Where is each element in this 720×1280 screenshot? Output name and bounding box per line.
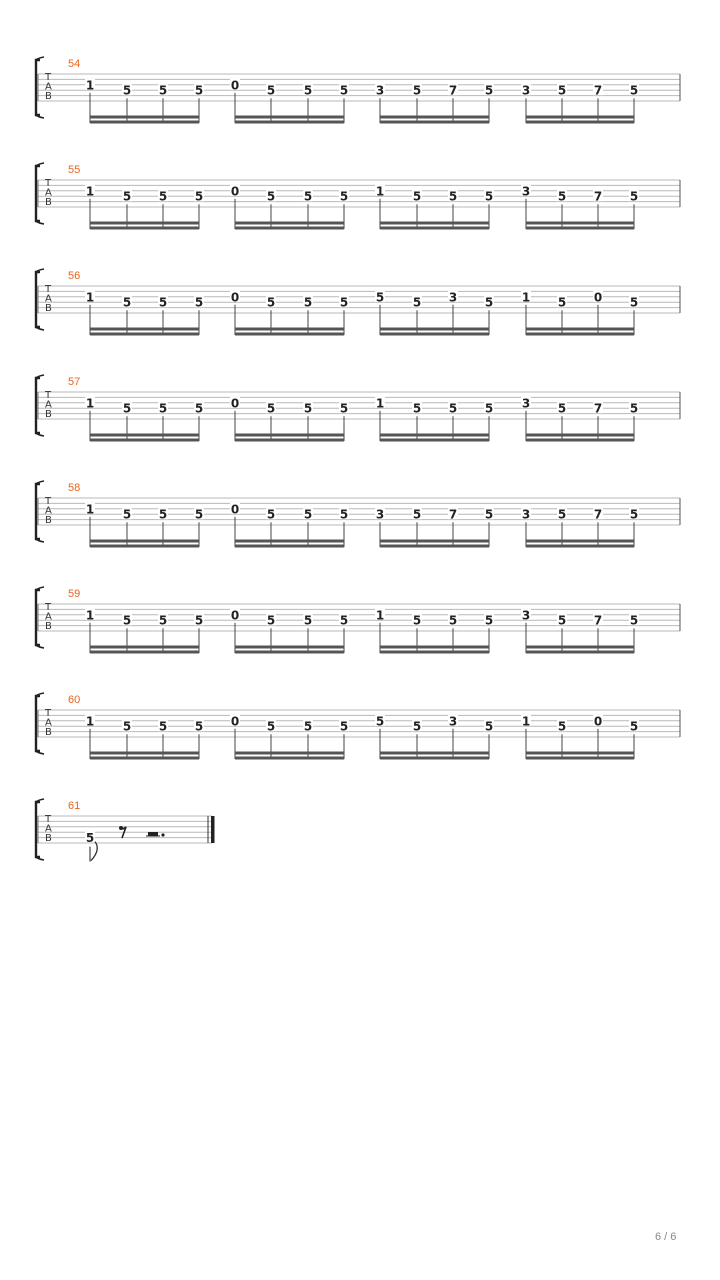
beam [90, 439, 199, 442]
fret-number: 5 [303, 719, 313, 734]
tab-clef-letter: A [45, 717, 52, 729]
fret-number: 5 [339, 295, 349, 310]
fret-number: 5 [629, 719, 639, 734]
beam [380, 646, 489, 649]
fret-number: 5 [122, 613, 132, 628]
fret-number: 0 [230, 78, 240, 93]
beam [380, 116, 489, 119]
beam [380, 651, 489, 654]
beam [90, 651, 199, 654]
beam [235, 121, 344, 124]
fret-number: 5 [448, 613, 458, 628]
beam [526, 646, 634, 649]
fret-number: 5 [557, 295, 567, 310]
fret-number: 5 [484, 401, 494, 416]
beam [235, 328, 344, 331]
beam [526, 651, 634, 654]
beam [526, 121, 634, 124]
tab-clef-letter: A [45, 399, 52, 411]
beam [235, 651, 344, 654]
beam [90, 757, 199, 760]
fret-number: 1 [375, 396, 385, 411]
rest-dot [161, 833, 164, 836]
beam [380, 752, 489, 755]
fret-number: 5 [194, 613, 204, 628]
fret-number: 5 [339, 507, 349, 522]
fret-number: 5 [122, 295, 132, 310]
fret-number: 0 [230, 396, 240, 411]
beam [90, 116, 199, 119]
fret-number: 7 [593, 189, 603, 204]
fret-number: 5 [557, 507, 567, 522]
fret-number: 1 [85, 290, 95, 305]
fret-number: 5 [629, 295, 639, 310]
beam [380, 328, 489, 331]
beam [526, 333, 634, 336]
fret-number: 3 [448, 290, 458, 305]
fret-number: 5 [303, 83, 313, 98]
fret-number: 5 [375, 290, 385, 305]
fret-number: 5 [339, 719, 349, 734]
tab-clef-letter: B [45, 409, 52, 420]
fret-number: 5 [303, 295, 313, 310]
beam [90, 752, 199, 755]
fret-number: 7 [448, 83, 458, 98]
fret-number: 5 [412, 507, 422, 522]
tab-system [0, 800, 720, 880]
fret-number: 5 [158, 83, 168, 98]
fret-number: 5 [194, 401, 204, 416]
fret-number: 5 [412, 295, 422, 310]
fret-number: 5 [122, 401, 132, 416]
fret-number: 5 [629, 83, 639, 98]
fret-number: 5 [484, 189, 494, 204]
beam [90, 328, 199, 331]
beam [235, 752, 344, 755]
fret-number: 5 [266, 613, 276, 628]
fret-number: 3 [521, 608, 531, 623]
tab-system [0, 270, 720, 350]
beam [526, 227, 634, 230]
beam [380, 121, 489, 124]
fret-number: 5 [484, 295, 494, 310]
fret-number: 5 [484, 83, 494, 98]
beam [90, 540, 199, 543]
tab-clef-letter: T [45, 814, 52, 825]
fret-number: 5 [412, 613, 422, 628]
fret-number: 5 [303, 189, 313, 204]
fret-number: 5 [303, 613, 313, 628]
tab-clef-letter: B [45, 833, 52, 844]
fret-number: 1 [375, 184, 385, 199]
fret-number: 5 [194, 719, 204, 734]
fret-number: 5 [629, 613, 639, 628]
beam [90, 121, 199, 124]
fret-number: 1 [85, 714, 95, 729]
fret-number: 5 [484, 507, 494, 522]
fret-number: 5 [266, 507, 276, 522]
beam [380, 439, 489, 442]
fret-number: 7 [593, 401, 603, 416]
fret-number: 5 [158, 507, 168, 522]
fret-number: 0 [230, 184, 240, 199]
fret-number: 5 [375, 714, 385, 729]
tab-clef-letter: B [45, 91, 52, 102]
fret-number: 5 [412, 83, 422, 98]
tab-clef-letter: T [45, 602, 52, 613]
fret-number: 5 [122, 83, 132, 98]
measure-number: 61 [68, 800, 81, 812]
tab-staff [0, 694, 720, 774]
tab-staff [0, 376, 720, 456]
fret-number: 5 [629, 189, 639, 204]
beam [380, 540, 489, 543]
tab-staff [0, 270, 720, 350]
beam [526, 222, 634, 225]
tab-clef-letter: A [45, 505, 52, 517]
tab-staff [0, 800, 720, 880]
tab-clef-letter: B [45, 727, 52, 738]
beam [235, 227, 344, 230]
tab-system [0, 164, 720, 244]
tab-clef-letter: B [45, 197, 52, 208]
beam [235, 545, 344, 548]
fret-number: 3 [521, 83, 531, 98]
fret-number: 7 [593, 507, 603, 522]
fret-number: 3 [375, 507, 385, 522]
fret-number: 5 [412, 719, 422, 734]
final-barline-thick [211, 816, 215, 843]
fret-number: 7 [593, 83, 603, 98]
fret-number: 5 [339, 613, 349, 628]
fret-number: 5 [122, 719, 132, 734]
fret-number: 0 [230, 290, 240, 305]
fret-number: 3 [448, 714, 458, 729]
fret-number: 5 [266, 401, 276, 416]
beam [90, 222, 199, 225]
fret-number: 5 [85, 831, 95, 846]
beam [90, 333, 199, 336]
tab-clef-letter: B [45, 515, 52, 526]
fret-number: 1 [375, 608, 385, 623]
tab-clef-letter: T [45, 178, 52, 189]
tab-system [0, 58, 720, 138]
fret-number: 5 [557, 613, 567, 628]
beam [235, 757, 344, 760]
fret-number: 3 [521, 184, 531, 199]
fret-number: 5 [266, 83, 276, 98]
beam [90, 545, 199, 548]
tab-clef-letter: A [45, 81, 52, 93]
beam [235, 116, 344, 119]
fret-number: 0 [230, 502, 240, 517]
fret-number: 5 [194, 507, 204, 522]
half-rest-icon [148, 832, 158, 836]
fret-number: 7 [448, 507, 458, 522]
beam [380, 222, 489, 225]
beam [526, 116, 634, 119]
fret-number: 5 [448, 189, 458, 204]
tab-staff [0, 482, 720, 562]
fret-number: 5 [158, 401, 168, 416]
measure-number: 58 [68, 482, 81, 494]
fret-number: 5 [557, 401, 567, 416]
fret-number: 5 [158, 295, 168, 310]
eighth-rest-icon [119, 826, 123, 830]
fret-number: 1 [85, 184, 95, 199]
measure-number: 59 [68, 588, 81, 600]
fret-number: 5 [448, 401, 458, 416]
beam [235, 222, 344, 225]
beam [380, 333, 489, 336]
tab-clef-letter: T [45, 496, 52, 507]
fret-number: 5 [303, 507, 313, 522]
fret-number: 5 [484, 613, 494, 628]
fret-number: 3 [375, 83, 385, 98]
beam [235, 434, 344, 437]
beam [380, 227, 489, 230]
tab-staff [0, 58, 720, 138]
tab-clef-letter: A [45, 293, 52, 305]
measure-number: 56 [68, 270, 81, 282]
tab-clef-letter: B [45, 621, 52, 632]
beam [380, 757, 489, 760]
fret-number: 5 [122, 507, 132, 522]
beam [526, 328, 634, 331]
measure-number: 55 [68, 164, 81, 176]
fret-number: 5 [266, 295, 276, 310]
fret-number: 5 [194, 295, 204, 310]
fret-number: 5 [194, 189, 204, 204]
beam [526, 540, 634, 543]
fret-number: 3 [521, 396, 531, 411]
tab-system [0, 376, 720, 456]
fret-number: 5 [266, 189, 276, 204]
beam [90, 646, 199, 649]
fret-number: 0 [230, 714, 240, 729]
beam [235, 439, 344, 442]
fret-number: 3 [521, 507, 531, 522]
fret-number: 5 [339, 83, 349, 98]
fret-number: 5 [158, 719, 168, 734]
beam [526, 439, 634, 442]
fret-number: 5 [412, 401, 422, 416]
beam [526, 434, 634, 437]
page-number: 6 / 6 [655, 1231, 677, 1243]
tab-clef-letter: A [45, 823, 52, 835]
tab-clef-letter: B [45, 303, 52, 314]
beam [235, 646, 344, 649]
tab-clef-letter: A [45, 187, 52, 199]
fret-number: 1 [85, 396, 95, 411]
tab-system [0, 588, 720, 668]
beam [526, 752, 634, 755]
fret-number: 1 [521, 714, 531, 729]
fret-number: 5 [557, 83, 567, 98]
beam [380, 545, 489, 548]
fret-number: 5 [557, 189, 567, 204]
fret-number: 0 [593, 714, 603, 729]
fret-number: 5 [412, 189, 422, 204]
fret-number: 5 [266, 719, 276, 734]
tab-clef-letter: T [45, 708, 52, 719]
beam [380, 434, 489, 437]
measure-number: 54 [68, 58, 81, 70]
fret-number: 5 [484, 719, 494, 734]
tab-clef-letter: T [45, 72, 52, 83]
beam [526, 757, 634, 760]
fret-number: 5 [629, 507, 639, 522]
fret-number: 7 [593, 613, 603, 628]
fret-number: 5 [122, 189, 132, 204]
fret-number: 1 [85, 78, 95, 93]
tab-system [0, 694, 720, 774]
fret-number: 5 [557, 719, 567, 734]
beam [235, 540, 344, 543]
beam [235, 333, 344, 336]
beam [90, 227, 199, 230]
fret-number: 5 [303, 401, 313, 416]
fret-number: 1 [521, 290, 531, 305]
tab-staff [0, 588, 720, 668]
fret-number: 5 [339, 401, 349, 416]
fret-number: 5 [158, 189, 168, 204]
fret-number: 0 [230, 608, 240, 623]
tab-system [0, 482, 720, 562]
tab-clef-letter: A [45, 611, 52, 623]
beam [90, 434, 199, 437]
fret-number: 5 [629, 401, 639, 416]
beam [526, 545, 634, 548]
measure-number: 57 [68, 376, 81, 388]
fret-number: 5 [339, 189, 349, 204]
fret-number: 1 [85, 502, 95, 517]
measure-number: 60 [68, 694, 81, 706]
fret-number: 5 [158, 613, 168, 628]
tab-clef-letter: T [45, 390, 52, 401]
tab-clef-letter: T [45, 284, 52, 295]
fret-number: 1 [85, 608, 95, 623]
tab-staff [0, 164, 720, 244]
fret-number: 5 [194, 83, 204, 98]
fret-number: 0 [593, 290, 603, 305]
